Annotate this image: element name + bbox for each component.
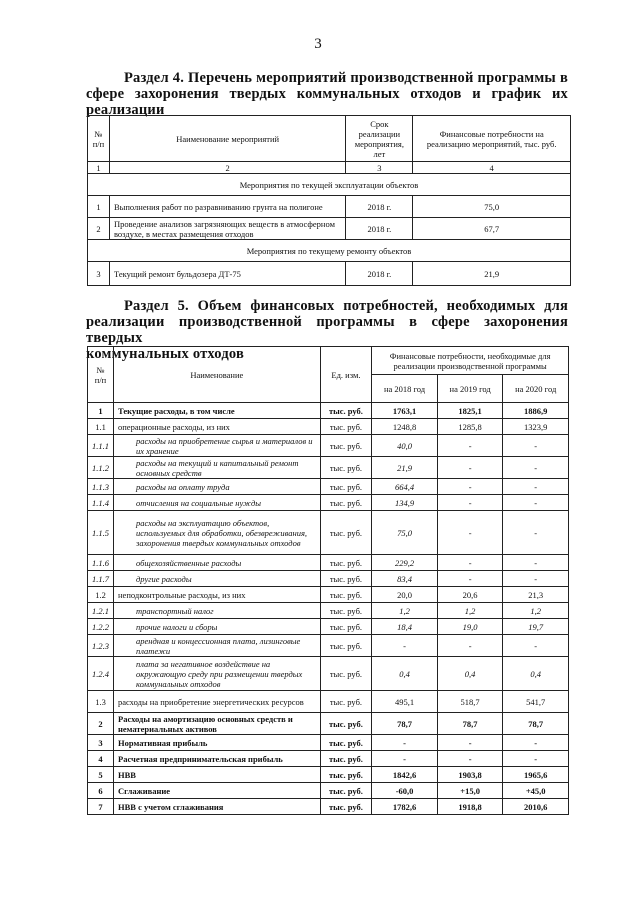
- table-row: [88, 751, 569, 767]
- section4-header-row: [88, 116, 571, 162]
- row-num: 1.3: [88, 691, 114, 713]
- table-row: [88, 635, 569, 657]
- row-value-2020: 1323,9: [503, 419, 569, 435]
- row-unit: тыс. руб.: [320, 587, 372, 603]
- table-row: [88, 713, 569, 735]
- row-name: расходы на приобретение энергетических ресурсов: [114, 691, 321, 713]
- row-unit: тыс. руб.: [320, 713, 372, 735]
- row-num: 6: [88, 783, 114, 799]
- row-value-2020: -: [503, 495, 569, 511]
- table-row: [88, 479, 569, 495]
- section5-title-line1: Раздел 5. Объем финансовых потребностей, необходимых для: [124, 298, 568, 314]
- row-value-2018: 1763,1: [372, 403, 438, 419]
- row-value-2018: -60,0: [372, 783, 438, 799]
- section5-header-row: [88, 347, 569, 375]
- table-row: [88, 555, 569, 571]
- row-value-2019: 1918,8: [437, 799, 503, 815]
- row-name: отчисления на социальные нужды: [114, 495, 321, 511]
- row-num: 7: [88, 799, 114, 815]
- row-name: расходы на приобретение сырья и материалов и их хранение: [114, 435, 321, 457]
- row-unit: тыс. руб.: [320, 657, 372, 691]
- row-num: 3: [88, 262, 110, 286]
- row-name: Нормативная прибыль: [114, 735, 321, 751]
- row-value: 21,9: [413, 262, 571, 286]
- row-unit: тыс. руб.: [320, 735, 372, 751]
- table-row: [88, 767, 569, 783]
- header-2019: на 2019 год: [437, 375, 503, 403]
- row-unit: тыс. руб.: [320, 799, 372, 815]
- row-unit: тыс. руб.: [320, 751, 372, 767]
- row-name: Расходы на амортизацию основных средств и нематериальных активов: [114, 713, 321, 735]
- row-name: НВВ: [114, 767, 321, 783]
- table-row: [88, 403, 569, 419]
- row-unit: тыс. руб.: [320, 555, 372, 571]
- row-unit: тыс. руб.: [320, 495, 372, 511]
- header-finance: Финансовые потребности, необходимые для реализации производственной программы: [372, 347, 569, 375]
- row-name: другие расходы: [114, 571, 321, 587]
- table-row: [88, 783, 569, 799]
- row-value-2020: -: [503, 555, 569, 571]
- row-num: 1.1.3: [88, 479, 114, 495]
- header-term: Срок реализации мероприятия, лет: [346, 116, 413, 162]
- row-num: 1.2.1: [88, 603, 114, 619]
- row-value-2018: 75,0: [372, 511, 438, 555]
- colnum-1: 1: [88, 162, 110, 174]
- row-unit: тыс. руб.: [320, 419, 372, 435]
- row-value-2019: -: [437, 495, 503, 511]
- row-num: 1.2.2: [88, 619, 114, 635]
- section5-title-line2: реализации производственной программы в сфере захоронения твердых: [86, 314, 568, 346]
- row-name: расходы на эксплуатацию объектов, используемых для обработки, обезвреживания, захоронения твердых коммунальных отходов: [114, 511, 321, 555]
- row-value-2019: -: [437, 571, 503, 587]
- row-unit: тыс. руб.: [320, 403, 372, 419]
- row-value-2020: +45,0: [503, 783, 569, 799]
- group-exploitation: Мероприятия по текущей эксплуатации объектов: [88, 174, 571, 196]
- row-name: Расчетная предпринимательская прибыль: [114, 751, 321, 767]
- table-row: [88, 435, 569, 457]
- row-num: 1.1.7: [88, 571, 114, 587]
- table-row: [88, 735, 569, 751]
- row-value-2018: -: [372, 735, 438, 751]
- row-value-2019: 20,6: [437, 587, 503, 603]
- row-unit: тыс. руб.: [320, 691, 372, 713]
- row-value-2019: -: [437, 511, 503, 555]
- row-unit: тыс. руб.: [320, 457, 372, 479]
- row-value-2018: 664,4: [372, 479, 438, 495]
- row-num: 2: [88, 218, 110, 240]
- page-number: 3: [314, 36, 322, 52]
- header-2020: на 2020 год: [503, 375, 569, 403]
- header-name: Наименование мероприятий: [109, 116, 345, 162]
- row-num: 1.2.3: [88, 635, 114, 657]
- row-value-2018: 40,0: [372, 435, 438, 457]
- row-value-2019: -: [437, 479, 503, 495]
- row-unit: тыс. руб.: [320, 767, 372, 783]
- section5-table: [87, 346, 569, 815]
- row-value-2018: 1782,6: [372, 799, 438, 815]
- row-value-2020: 541,7: [503, 691, 569, 713]
- row-value-2019: 1825,1: [437, 403, 503, 419]
- table-row: [88, 419, 569, 435]
- colnum-2: 2: [109, 162, 345, 174]
- row-value-2019: 1285,8: [437, 419, 503, 435]
- row-name: Проведение анализов загрязняющих веществ в атмосферном воздухе, в местах размещения отходов: [109, 218, 345, 240]
- row-unit: тыс. руб.: [320, 603, 372, 619]
- row-name: Сглаживание: [114, 783, 321, 799]
- table-row: [88, 218, 571, 240]
- row-num: 4: [88, 751, 114, 767]
- section4-group-row: [88, 240, 571, 262]
- table-row: [88, 196, 571, 218]
- row-value-2019: -: [437, 457, 503, 479]
- row-year: 2018 г.: [346, 262, 413, 286]
- row-unit: тыс. руб.: [320, 479, 372, 495]
- row-value-2019: -: [437, 635, 503, 657]
- row-value-2019: 1,2: [437, 603, 503, 619]
- row-name: расходы на текущий и капитальный ремонт основных средств: [114, 457, 321, 479]
- header-unit: Ед. изм.: [320, 347, 372, 403]
- row-value-2018: 20,0: [372, 587, 438, 603]
- section4-table: [87, 115, 571, 286]
- row-value-2020: 78,7: [503, 713, 569, 735]
- row-value-2018: 18,4: [372, 619, 438, 635]
- row-value-2018: 83,4: [372, 571, 438, 587]
- row-value-2020: -: [503, 571, 569, 587]
- group-repair: Мероприятия по текущему ремонту объектов: [88, 240, 571, 262]
- table-row: [88, 619, 569, 635]
- row-value-2019: -: [437, 555, 503, 571]
- row-value-2020: 1886,9: [503, 403, 569, 419]
- section5-body: [88, 403, 569, 815]
- row-num: 1.1.4: [88, 495, 114, 511]
- row-value-2020: -: [503, 735, 569, 751]
- row-name: общехозяйственные расходы: [114, 555, 321, 571]
- row-value-2019: -: [437, 435, 503, 457]
- row-name: операционные расходы, из них: [114, 419, 321, 435]
- row-value-2018: 1248,8: [372, 419, 438, 435]
- table-row: [88, 587, 569, 603]
- header-name: Наименование: [114, 347, 321, 403]
- header-num: № п/п: [88, 347, 114, 403]
- table-row: [88, 603, 569, 619]
- row-value-2020: -: [503, 751, 569, 767]
- section4-colnum-row: [88, 162, 571, 174]
- table-row: [88, 571, 569, 587]
- row-value-2020: 21,3: [503, 587, 569, 603]
- row-value-2020: 0,4: [503, 657, 569, 691]
- table-row: [88, 691, 569, 713]
- row-num: 1.1.5: [88, 511, 114, 555]
- table-row: [88, 262, 571, 286]
- table-row: [88, 511, 569, 555]
- row-value-2018: 21,9: [372, 457, 438, 479]
- row-num: 1.2.4: [88, 657, 114, 691]
- row-name: Текущий ремонт бульдозера ДТ-75: [109, 262, 345, 286]
- row-num: 1.1.2: [88, 457, 114, 479]
- row-value: 67,7: [413, 218, 571, 240]
- section4-title: [86, 70, 568, 118]
- row-value-2019: 19,0: [437, 619, 503, 635]
- row-num: 1.1.6: [88, 555, 114, 571]
- row-num: 1: [88, 196, 110, 218]
- row-num: 2: [88, 713, 114, 735]
- row-value-2019: 78,7: [437, 713, 503, 735]
- row-name: неподконтрольные расходы, из них: [114, 587, 321, 603]
- row-num: 1.1.1: [88, 435, 114, 457]
- row-unit: тыс. руб.: [320, 619, 372, 635]
- row-value-2020: -: [503, 479, 569, 495]
- row-value-2018: -: [372, 751, 438, 767]
- row-value-2018: 1,2: [372, 603, 438, 619]
- section4-group-row: [88, 174, 571, 196]
- row-year: 2018 г.: [346, 196, 413, 218]
- row-value-2020: 1,2: [503, 603, 569, 619]
- row-name: транспортный налог: [114, 603, 321, 619]
- row-name: расходы на оплату труда: [114, 479, 321, 495]
- row-value-2020: -: [503, 435, 569, 457]
- row-value-2019: 518,7: [437, 691, 503, 713]
- table-row: [88, 657, 569, 691]
- row-value-2019: 0,4: [437, 657, 503, 691]
- section4-title-line3: реализации: [86, 102, 165, 118]
- row-value-2018: 0,4: [372, 657, 438, 691]
- row-value: 75,0: [413, 196, 571, 218]
- row-value-2018: 1842,6: [372, 767, 438, 783]
- row-value-2018: -: [372, 635, 438, 657]
- row-unit: тыс. руб.: [320, 783, 372, 799]
- table-row: [88, 799, 569, 815]
- header-num: № п/п: [88, 116, 110, 162]
- row-num: 5: [88, 767, 114, 783]
- row-num: 1.2: [88, 587, 114, 603]
- row-num: 1.1: [88, 419, 114, 435]
- row-value-2020: 1965,6: [503, 767, 569, 783]
- row-name: НВВ с учетом сглаживания: [114, 799, 321, 815]
- row-num: 1: [88, 403, 114, 419]
- row-unit: тыс. руб.: [320, 435, 372, 457]
- table-row: [88, 457, 569, 479]
- header-2018: на 2018 год: [372, 375, 438, 403]
- row-value-2018: 78,7: [372, 713, 438, 735]
- section4-title-line1: Раздел 4. Перечень мероприятий производственной программы в: [124, 70, 568, 86]
- row-value-2018: 229,2: [372, 555, 438, 571]
- row-name: прочие налоги и сборы: [114, 619, 321, 635]
- row-value-2020: 19,7: [503, 619, 569, 635]
- row-value-2018: 495,1: [372, 691, 438, 713]
- row-name: арендная и концессионная плата, лизинговые платежи: [114, 635, 321, 657]
- header-finance: Финансовые потребности на реализацию мероприятий, тыс. руб.: [413, 116, 571, 162]
- row-value-2018: 134,9: [372, 495, 438, 511]
- row-name: Текущие расходы, в том числе: [114, 403, 321, 419]
- row-unit: тыс. руб.: [320, 511, 372, 555]
- colnum-3: 3: [346, 162, 413, 174]
- row-value-2020: -: [503, 635, 569, 657]
- row-value-2019: +15,0: [437, 783, 503, 799]
- row-value-2019: -: [437, 735, 503, 751]
- row-value-2020: -: [503, 457, 569, 479]
- row-name: Выполнения работ по разравниванию грунта на полигоне: [109, 196, 345, 218]
- row-value-2020: -: [503, 511, 569, 555]
- row-value-2020: 2010,6: [503, 799, 569, 815]
- table-row: [88, 495, 569, 511]
- row-name: плата за негативное воздействие на окружающую среду при размещении твердых коммунальных отходов: [114, 657, 321, 691]
- colnum-4: 4: [413, 162, 571, 174]
- row-year: 2018 г.: [346, 218, 413, 240]
- section5-title-line3: коммунальных отходов: [86, 346, 244, 362]
- section4-title-line2: сфере захоронения твердых коммунальных отходов и график их: [86, 86, 568, 102]
- row-unit: тыс. руб.: [320, 571, 372, 587]
- row-value-2019: -: [437, 751, 503, 767]
- row-unit: тыс. руб.: [320, 635, 372, 657]
- row-value-2019: 1903,8: [437, 767, 503, 783]
- row-num: 3: [88, 735, 114, 751]
